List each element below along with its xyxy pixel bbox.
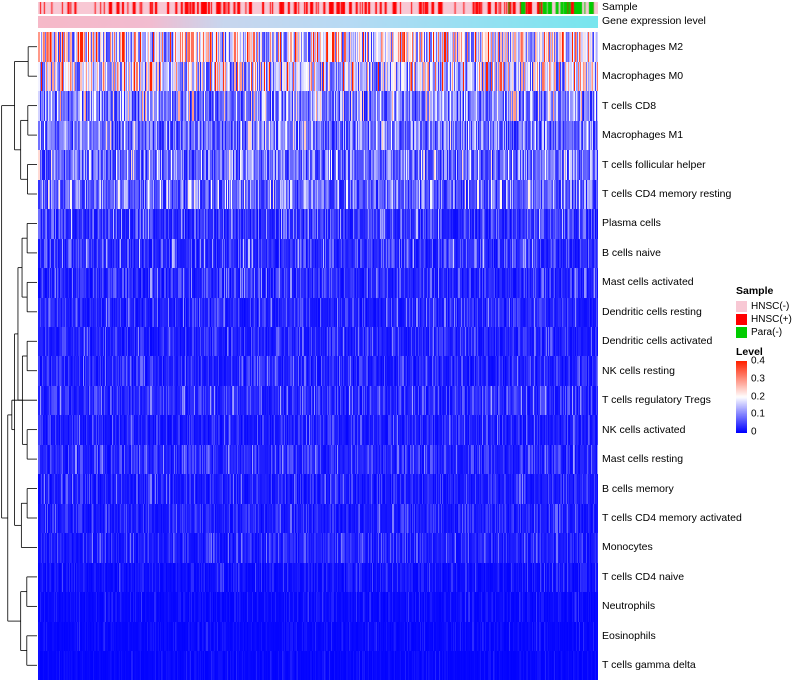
legend-panel: [736, 285, 800, 438]
row-label: NK cells activated: [602, 423, 686, 436]
legend-level: [736, 346, 800, 438]
row-label: T cells follicular helper: [602, 158, 706, 171]
legend-color-swatch: [736, 314, 747, 325]
row-label: Eosinophils: [602, 629, 656, 642]
color-scale-bar: [736, 361, 747, 433]
legend-sample-entry: [736, 313, 800, 326]
row-label: Dendritic cells resting: [602, 305, 702, 318]
sample-annotation-track: [38, 2, 598, 14]
row-label: Mast cells activated: [602, 276, 694, 289]
row-label: T cells gamma delta: [602, 659, 696, 672]
legend-level-tick: 0: [751, 426, 757, 438]
legend-sample-entry: [736, 300, 800, 313]
legend-level-bar-wrap: [736, 355, 800, 438]
legend-level-tick: 0.4: [751, 355, 765, 367]
row-label: Macrophages M2: [602, 40, 684, 53]
legend-color-swatch: [736, 327, 747, 338]
legend-level-tick: 0.1: [751, 408, 765, 420]
row-label: Macrophages M0: [602, 70, 684, 83]
row-label: B cells memory: [602, 482, 674, 495]
legend-sample-label: Para(-): [751, 327, 783, 338]
row-label: T cells CD4 naive: [602, 570, 685, 583]
legend-color-swatch: [736, 301, 747, 312]
row-label: Monocytes: [602, 541, 653, 554]
row-label: T cells CD4 memory activated: [602, 512, 742, 524]
legend-sample-label: HNSC(-): [751, 301, 790, 312]
row-label: Neutrophils: [602, 600, 656, 613]
row-dendrogram: [0, 32, 38, 680]
row-label: T cells regulatory Tregs: [602, 394, 711, 407]
row-label: Dendritic cells activated: [602, 335, 713, 348]
gene-expression-annotation-track: [38, 16, 598, 28]
legend-sample-entry: [736, 326, 800, 339]
legend-sample-title: Sample: [736, 285, 774, 297]
row-label: T cells CD4 memory resting: [602, 188, 732, 200]
sample-annotation-label: Sample: [602, 1, 638, 13]
row-label: Macrophages M1: [602, 129, 684, 142]
gene-expression-annotation-label: Gene expression level: [602, 15, 706, 27]
heatmap-body: [38, 32, 598, 680]
legend-level-tick: 0.2: [751, 391, 765, 402]
legend-level-tick: 0.3: [751, 373, 765, 385]
legend-sample-label: HNSC(+): [751, 314, 792, 325]
row-label: B cells naive: [602, 246, 661, 259]
legend-sample-items: [736, 300, 800, 339]
row-label: NK cells resting: [602, 364, 675, 377]
row-label: Plasma cells: [602, 217, 661, 230]
row-label: T cells CD8: [602, 99, 657, 112]
legend-level-title: Level: [736, 346, 763, 358]
row-label: Mast cells resting: [602, 453, 684, 466]
